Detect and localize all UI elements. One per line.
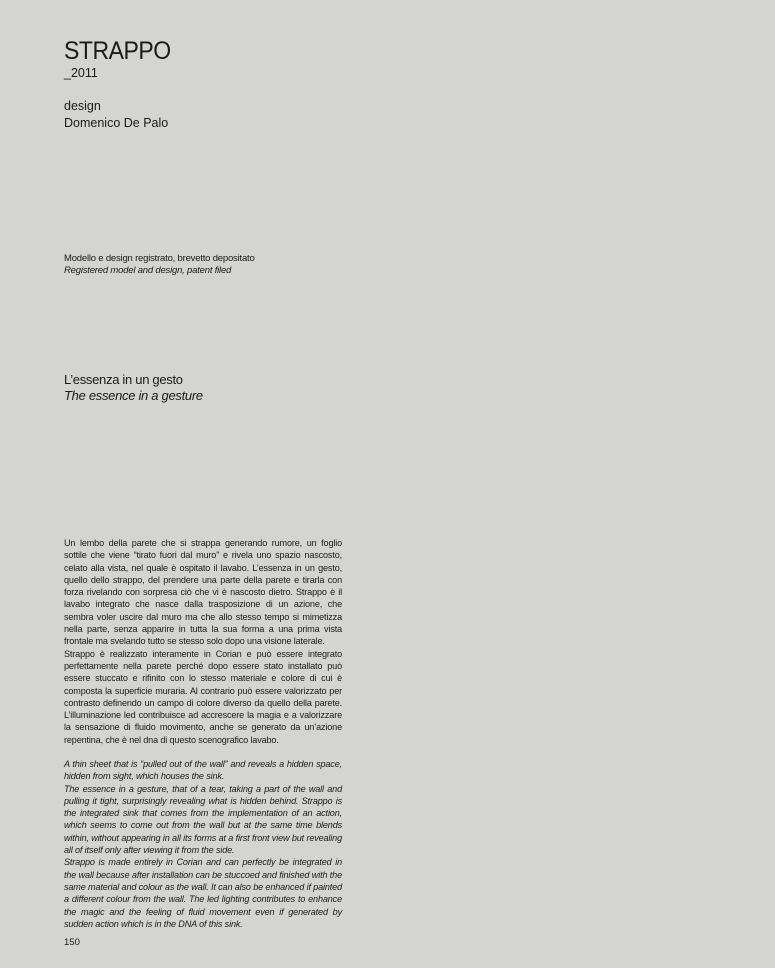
design-label: design [64, 99, 101, 113]
page-number: 150 [64, 937, 80, 948]
description-italian-paragraph: Strappo è realizzato interamente in Corian e può essere integrato perfettamente nella parete perché dopo essere stato installato può essere stuccato e rifinito con lo stesso materiale e colore di cui è composta la superficie muraria. Al contrario può essere valorizzato per contrasto definendo un campo di colore diverso da quello della parete. L’illuminazione led contribuisce ad accrescere la magia e a valorizzare la sensazione di fluido movimento, anche se generato da un’azione repentina, che è nel dna di questo scenografico lavabo. [64, 648, 342, 745]
description-english-paragraph: The essence in a gesture, that of a tear, taking a part of the wall and pulling it tight, surprisingly revealing what is hidden behind. Strappo is the integrated sink that comes from the implementation of an action, which seems to come out from the wall but at the same time blends within, without appearing in all its forms at a first front view but revealing all of itself only after viewing it from the side. [64, 783, 342, 856]
product-year: _2011 [64, 66, 98, 80]
description-english-paragraph: Strappo is made entirely in Corian and can perfectly be integrated in the wall because after installation can be stuccoed and finished with the same material and colour as the wall. It can also be enhanced if painted a different colour from the wall. The led lighting contributes to enhance the magic and the feeling of fluid movement even if generated by sudden action which is in the DNA of this sink. [64, 857, 342, 929]
tagline-italian: L’essenza in un gesto [64, 372, 183, 387]
registration-note-italian: Modello e design registrato, brevetto depositato [64, 253, 255, 264]
description-italian-paragraph: Un lembo della parete che si strappa generando rumore, un foglio sottile che viene “tirato fuori dal muro” e rivela uno spazio nascosto, celato alla vista, nel quale è ospitato il lavabo. L’essenza in un gesto, quello dello strappo, del prendere una parte della parete e tirarla con forza rivelando con sorpresa ciò che vi è nascosto dietro. Strappo è il lavabo integrato che nasce dalla trasposizione di un azione, che sembra voler uscire dal muro ma che allo stesso tempo si mimetizza nella parte, senza apparire in tutta la sua forma a una prima vista frontale ma svelando tutto se stesso solo dopo una visione laterale. [64, 538, 342, 647]
description-english-paragraph: A thin sheet that is “pulled out of the wall” and reveals a hidden space, hidden from sight, which houses the sink. [64, 759, 342, 782]
registration-note-english: Registered model and design, patent filed [64, 265, 232, 276]
tagline-english: The essence in a gesture [64, 388, 203, 403]
description-italian [64, 537, 342, 746]
product-title: STRAPPO [64, 37, 171, 65]
description-english [64, 758, 342, 930]
designer-name: Domenico De Palo [64, 116, 169, 130]
